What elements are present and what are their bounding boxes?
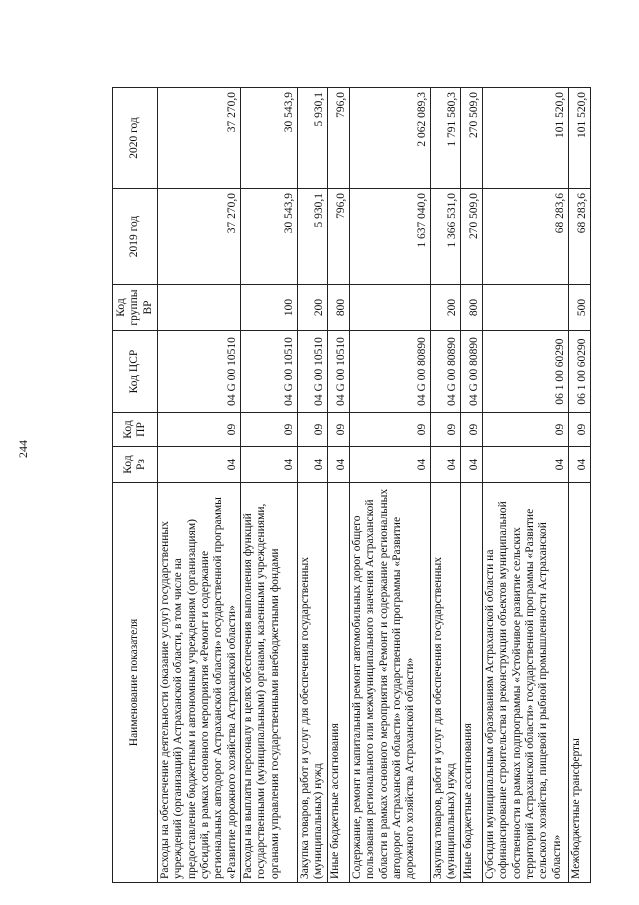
cell-name: Межбюджетные трансферты: [568, 483, 590, 883]
cell-rz: 04: [327, 447, 349, 483]
cell-y2020: 2 062 089,3: [349, 88, 430, 189]
cell-csr: 04 G 00 10510: [297, 331, 327, 413]
header-2020: 2020 год: [113, 88, 158, 189]
table-header-row: [113, 88, 158, 883]
cell-y2020: 270 509,0: [460, 88, 482, 189]
cell-csr: 04 G 00 10510: [240, 331, 297, 413]
table-row: [568, 88, 590, 883]
cell-pr: 09: [349, 413, 430, 447]
cell-y2019: 30 543,9: [240, 189, 297, 285]
cell-csr: 04 G 00 80890: [460, 331, 482, 413]
table-row: [349, 88, 430, 883]
cell-y2019: 1 637 040,0: [349, 189, 430, 285]
cell-y2019: 37 270,0: [158, 189, 241, 285]
cell-y2019: 68 283,6: [568, 189, 590, 285]
cell-vr: [482, 285, 568, 331]
cell-pr: 09: [568, 413, 590, 447]
rotated-table-container: [112, 88, 588, 883]
cell-rz: 04: [482, 447, 568, 483]
cell-vr: [158, 285, 241, 331]
cell-pr: 09: [482, 413, 568, 447]
header-pr: Код ПР: [113, 413, 158, 447]
cell-vr: 200: [430, 285, 460, 331]
cell-rz: 04: [430, 447, 460, 483]
cell-vr: 800: [460, 285, 482, 331]
cell-y2019: 1 366 531,0: [430, 189, 460, 285]
budget-table: [112, 87, 591, 883]
cell-y2019: 270 509,0: [460, 189, 482, 285]
cell-rz: 04: [460, 447, 482, 483]
cell-y2019: 68 283,6: [482, 189, 568, 285]
cell-vr: 500: [568, 285, 590, 331]
table-row: [460, 88, 482, 883]
cell-rz: 04: [568, 447, 590, 483]
cell-csr: 04 G 00 10510: [327, 331, 349, 413]
cell-y2020: 30 543,9: [240, 88, 297, 189]
header-vr: Код группы ВР: [113, 285, 158, 331]
cell-pr: 09: [158, 413, 241, 447]
cell-rz: 04: [349, 447, 430, 483]
cell-csr: 04 G 00 10510: [158, 331, 241, 413]
cell-name: Иные бюджетные ассигнования: [460, 483, 482, 883]
cell-csr: 04 G 00 80890: [349, 331, 430, 413]
cell-name: Субсидии муниципальным образованиям Астраханской области на софинансирование строительства и реконструкции объектов муниципальной собственности в рамках подпрограммы «Устойчивое развитие сельских территорий Астраханской области» государственной программы «Развитие сельского хозяйства, пищевой и рыбной промышленности Астраханской области»: [482, 483, 568, 883]
cell-y2020: 101 520,0: [568, 88, 590, 189]
table-row: [482, 88, 568, 883]
cell-y2020: 101 520,0: [482, 88, 568, 189]
cell-csr: 06 1 00 60290: [568, 331, 590, 413]
cell-name: Содержание, ремонт и капитальный ремонт автомобильных дорог общего пользования регионального или межмуниципального значения Астраханской области в рамках основного мероприятия «Ремонт и содержание региональных автодорог Астраханской области» государственной программы «Развитие дорожного хозяйства Астраханской области»: [349, 483, 430, 883]
cell-vr: 200: [297, 285, 327, 331]
cell-y2019: 796,0: [327, 189, 349, 285]
header-rz: Код Рз: [113, 447, 158, 483]
cell-y2020: 5 930,1: [297, 88, 327, 189]
header-name: Наименование показателя: [113, 483, 158, 883]
cell-pr: 09: [240, 413, 297, 447]
cell-y2020: 1 791 580,3: [430, 88, 460, 189]
cell-vr: [349, 285, 430, 331]
cell-y2019: 5 930,1: [297, 189, 327, 285]
cell-pr: 09: [327, 413, 349, 447]
header-csr: Код ЦСР: [113, 331, 158, 413]
table-row: [158, 88, 241, 883]
cell-pr: 09: [297, 413, 327, 447]
cell-rz: 04: [297, 447, 327, 483]
cell-name: Закупка товаров, работ и услуг для обеспечения государственных (муниципальных) нужд: [297, 483, 327, 883]
cell-vr: 800: [327, 285, 349, 331]
header-2019: 2019 год: [113, 189, 158, 285]
cell-name: Закупка товаров, работ и услуг для обеспечения государственных (муниципальных) нужд: [430, 483, 460, 883]
table-row: [430, 88, 460, 883]
page-number: 244: [16, 440, 30, 458]
cell-csr: 06 1 00 60290: [482, 331, 568, 413]
cell-vr: 100: [240, 285, 297, 331]
cell-pr: 09: [460, 413, 482, 447]
table-row: [327, 88, 349, 883]
table-row: [240, 88, 297, 883]
cell-name: Расходы на выплаты персоналу в целях обеспечения выполнения функций государственными (муниципальными) органами, казенными учреждениями, органами управления государственными внебюджетными фондами: [240, 483, 297, 883]
cell-rz: 04: [158, 447, 241, 483]
cell-rz: 04: [240, 447, 297, 483]
cell-csr: 04 G 00 80890: [430, 331, 460, 413]
cell-y2020: 796,0: [327, 88, 349, 189]
cell-y2020: 37 270,0: [158, 88, 241, 189]
cell-pr: 09: [430, 413, 460, 447]
cell-name: Иные бюджетные ассигнования: [327, 483, 349, 883]
table-row: [297, 88, 327, 883]
cell-name: Расходы на обеспечение деятельности (оказание услуг) государственных учреждений (организаций) Астраханской области, в том числе на предоставление бюджетным и автономным учреждениям (организациям) субсидий, в рамках основного мероприятия «Ремонт и содержание региональных автодорог Астраханской области» государственной программы «Развитие дорожного хозяйства Астраханской области»: [158, 483, 241, 883]
